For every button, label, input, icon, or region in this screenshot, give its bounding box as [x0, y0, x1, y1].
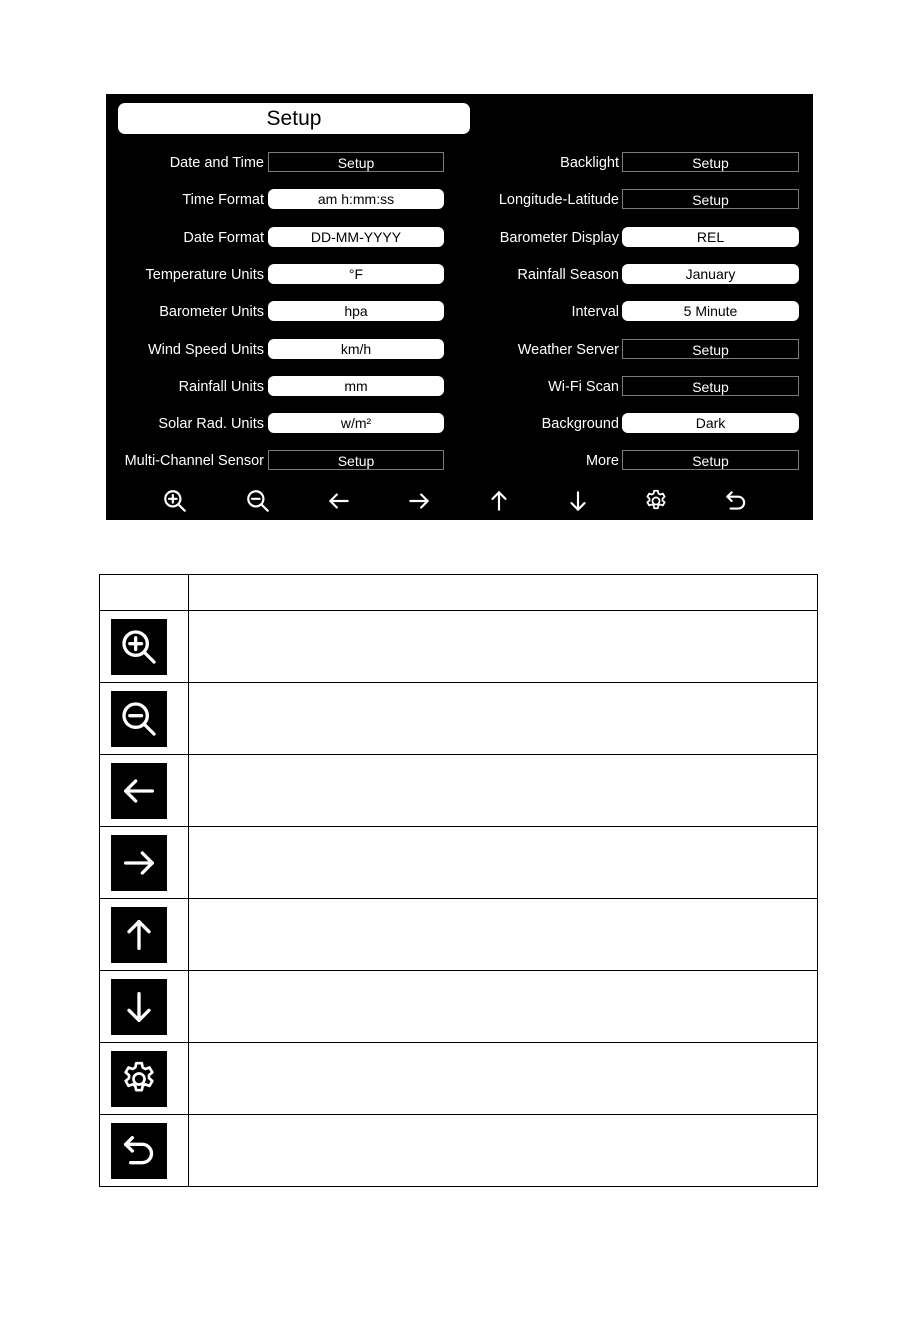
setting-row-more [106, 450, 813, 472]
legend-description [189, 683, 818, 755]
setting-label: Date Format [183, 229, 264, 246]
setting-row-interval [106, 301, 813, 323]
setting-value-selector[interactable]: 5 Minute [622, 301, 799, 321]
setting-label: Interval [571, 304, 619, 321]
legend-description [189, 899, 818, 971]
setting-label: Barometer Display [499, 229, 619, 246]
setting-label: Barometer Units [159, 304, 264, 321]
arrow-right-icon[interactable] [406, 488, 432, 514]
arrow-right-icon [111, 835, 167, 891]
legend-row [100, 1115, 818, 1187]
legend-icon-cell [100, 755, 189, 827]
legend-description [189, 611, 818, 683]
legend-icon-cell [100, 971, 189, 1043]
arrow-left-icon[interactable] [326, 488, 352, 514]
setting-label: Date and Time [169, 155, 264, 171]
setting-label: Rainfall Season [517, 266, 619, 283]
setting-value-selector[interactable]: DD-MM-YYYY [268, 227, 444, 247]
legend-row [100, 611, 818, 683]
legend-icon-cell [100, 611, 189, 683]
legend-row [100, 1043, 818, 1115]
setting-row-barometer-display [106, 227, 813, 249]
setting-row-longitude-latitude [106, 189, 813, 211]
toolbar [106, 488, 813, 518]
gear-icon[interactable] [643, 488, 669, 514]
setup-button[interactable]: Setup [622, 450, 799, 470]
legend-icon-cell [100, 1115, 189, 1187]
legend-icon-cell [100, 683, 189, 755]
setup-button[interactable]: Setup [622, 152, 799, 172]
setup-button[interactable]: Setup [268, 450, 444, 470]
setting-row-background [106, 413, 813, 435]
legend-header-description [189, 575, 818, 611]
legend-icon-cell [100, 827, 189, 899]
setting-label: Background [541, 416, 619, 433]
legend-icon-cell [100, 899, 189, 971]
setup-button[interactable]: Setup [268, 152, 444, 172]
arrow-down-icon [111, 979, 167, 1035]
setting-label: Time Format [182, 192, 264, 209]
setting-label: Longitude-Latitude [498, 192, 619, 209]
return-icon [111, 1123, 167, 1179]
setup-button[interactable]: Setup [622, 376, 799, 396]
setup-button[interactable]: Setup [622, 339, 799, 359]
legend-icon-cell [100, 1043, 189, 1115]
gear-icon [111, 1051, 167, 1107]
setting-row-weather-server [106, 339, 813, 361]
setting-label: Rainfall Units [178, 378, 264, 395]
legend-row [100, 899, 818, 971]
setting-label: Wi-Fi Scan [548, 378, 619, 395]
setting-label: Temperature Units [145, 266, 264, 283]
legend-description [189, 827, 818, 899]
setting-label: Solar Rad. Units [158, 416, 264, 433]
return-icon[interactable] [723, 488, 749, 514]
zoom-in-icon[interactable] [162, 488, 188, 514]
page-title: Setup [118, 103, 470, 134]
setup-screen [106, 94, 813, 520]
setting-label: Weather Server [517, 341, 619, 358]
zoom-in-icon [111, 619, 167, 675]
setup-button[interactable]: Setup [622, 189, 799, 209]
arrow-left-icon [111, 763, 167, 819]
zoom-out-icon [111, 691, 167, 747]
setting-row-rainfall-season [106, 264, 813, 286]
icon-legend-table [99, 574, 818, 1187]
setting-value-selector[interactable]: am h:mm:ss [268, 189, 444, 209]
setting-value-selector[interactable]: REL [622, 227, 799, 247]
setting-value-selector[interactable]: hpa [268, 301, 444, 321]
arrow-down-icon[interactable] [565, 488, 591, 514]
arrow-up-icon[interactable] [486, 488, 512, 514]
legend-description [189, 755, 818, 827]
setting-label: More [585, 453, 619, 470]
setting-label: Backlight [560, 155, 619, 171]
setting-value-selector[interactable]: January [622, 264, 799, 284]
legend-description [189, 1115, 818, 1187]
setting-value-selector[interactable]: w/m² [268, 413, 444, 433]
setting-value-selector[interactable]: mm [268, 376, 444, 396]
setting-label: Wind Speed Units [147, 341, 264, 358]
legend-row [100, 755, 818, 827]
setting-label: Multi-Channel Sensor [124, 453, 264, 470]
legend-row [100, 971, 818, 1043]
legend-row [100, 827, 818, 899]
legend-description [189, 971, 818, 1043]
legend-row [100, 683, 818, 755]
setting-value-selector[interactable]: °F [268, 264, 444, 284]
setting-row-backlight [106, 152, 813, 174]
legend-header-icon [100, 575, 189, 611]
setting-value-selector[interactable]: km/h [268, 339, 444, 359]
setting-row-wi-fi-scan [106, 376, 813, 398]
arrow-up-icon [111, 907, 167, 963]
zoom-out-icon[interactable] [245, 488, 271, 514]
setting-value-selector[interactable]: Dark [622, 413, 799, 433]
legend-header-row [100, 575, 818, 611]
legend-description [189, 1043, 818, 1115]
